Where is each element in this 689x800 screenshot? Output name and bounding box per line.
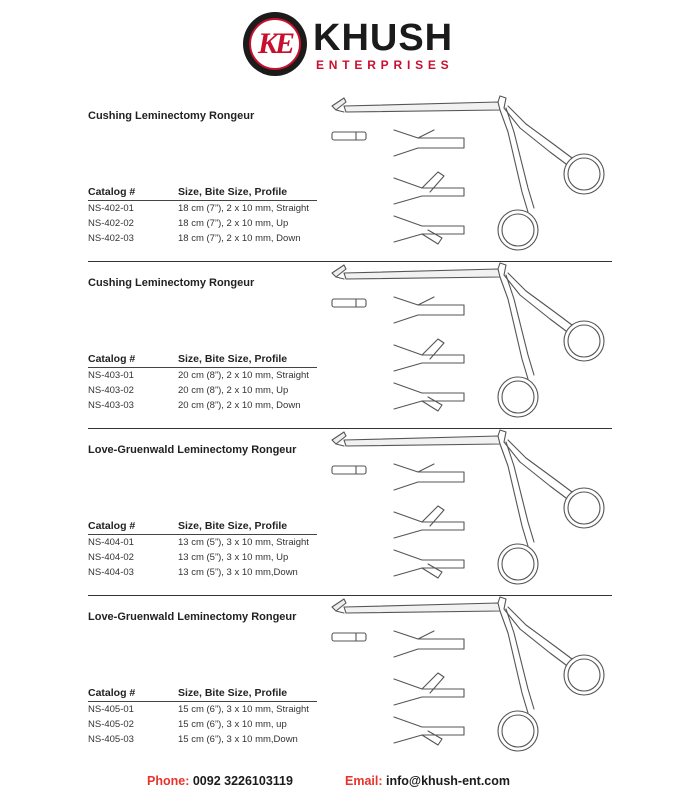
catalog-code: NS-402-02	[88, 218, 134, 229]
product-section	[0, 269, 689, 435]
size-description: 15 cm (6”), 3 x 10 mm, Straight	[178, 704, 309, 715]
size-description: 20 cm (8”), 2 x 10 mm, Straight	[178, 370, 309, 381]
size-header: Size, Bite Size, Profile	[178, 520, 288, 532]
section-title: Love-Gruenwald Leminectomy Rongeur	[88, 611, 297, 623]
catalog-code: NS-405-02	[88, 719, 134, 730]
phone-number[interactable]: 0092 3226103119	[192, 774, 293, 788]
product-section	[0, 102, 689, 268]
size-description: 15 cm (6”), 3 x 10 mm,Down	[178, 734, 298, 745]
size-description: 20 cm (8”), 2 x 10 mm, Down	[178, 400, 301, 411]
size-description: 13 cm (5”), 3 x 10 mm,Down	[178, 567, 298, 578]
catalog-header: Catalog #	[88, 353, 136, 365]
email-address[interactable]: info@khush-ent.com	[386, 774, 510, 788]
catalog-code: NS-405-01	[88, 704, 134, 715]
email-label: Email:	[345, 774, 383, 788]
logo-inner	[249, 18, 301, 70]
logo	[243, 12, 307, 76]
logo-mark: KE	[257, 27, 293, 60]
size-header: Size, Bite Size, Profile	[178, 353, 288, 365]
size-header: Size, Bite Size, Profile	[178, 186, 288, 198]
section-title: Cushing Leminectomy Rongeur	[88, 277, 255, 289]
catalog-code: NS-403-02	[88, 385, 134, 396]
size-header: Size, Bite Size, Profile	[178, 687, 288, 699]
brand-subtitle: ENTERPRISES	[316, 58, 454, 72]
section-title: Love-Gruenwald Leminectomy Rongeur	[88, 444, 297, 456]
product-section	[0, 436, 689, 602]
header-rule	[88, 200, 317, 201]
rongeur-illustration	[322, 259, 622, 419]
catalog-header: Catalog #	[88, 687, 136, 699]
size-description: 13 cm (5”), 3 x 10 mm, Up	[178, 552, 289, 563]
catalog-code: NS-402-03	[88, 233, 134, 244]
brand-name: KHUSH	[313, 17, 454, 59]
size-description: 18 cm (7”), 2 x 10 mm, Up	[178, 218, 289, 229]
size-description: 20 cm (8”), 2 x 10 mm, Up	[178, 385, 289, 396]
phone-contact	[147, 774, 293, 788]
product-section	[0, 603, 689, 769]
catalog-code: NS-405-03	[88, 734, 134, 745]
catalog-code: NS-404-02	[88, 552, 134, 563]
size-description: 18 cm (7”), 2 x 10 mm, Down	[178, 233, 301, 244]
catalog-code: NS-403-01	[88, 370, 134, 381]
section-title: Cushing Leminectomy Rongeur	[88, 110, 255, 122]
size-description: 13 cm (5”), 3 x 10 mm, Straight	[178, 537, 309, 548]
footer	[0, 774, 689, 792]
rongeur-illustration	[322, 593, 622, 753]
header-rule	[88, 534, 317, 535]
catalog-header: Catalog #	[88, 186, 136, 198]
header-rule	[88, 367, 317, 368]
catalog-code: NS-402-01	[88, 203, 134, 214]
catalog-code: NS-403-03	[88, 400, 134, 411]
phone-label: Phone:	[147, 774, 190, 788]
rongeur-illustration	[322, 426, 622, 586]
header-rule	[88, 701, 317, 702]
catalog-code: NS-404-03	[88, 567, 134, 578]
catalog-header: Catalog #	[88, 520, 136, 532]
size-description: 15 cm (6”), 3 x 10 mm, up	[178, 719, 287, 730]
email-contact	[345, 774, 510, 788]
header	[0, 0, 689, 90]
catalog-code: NS-404-01	[88, 537, 134, 548]
rongeur-illustration	[322, 92, 622, 252]
size-description: 18 cm (7”), 2 x 10 mm, Straight	[178, 203, 309, 214]
